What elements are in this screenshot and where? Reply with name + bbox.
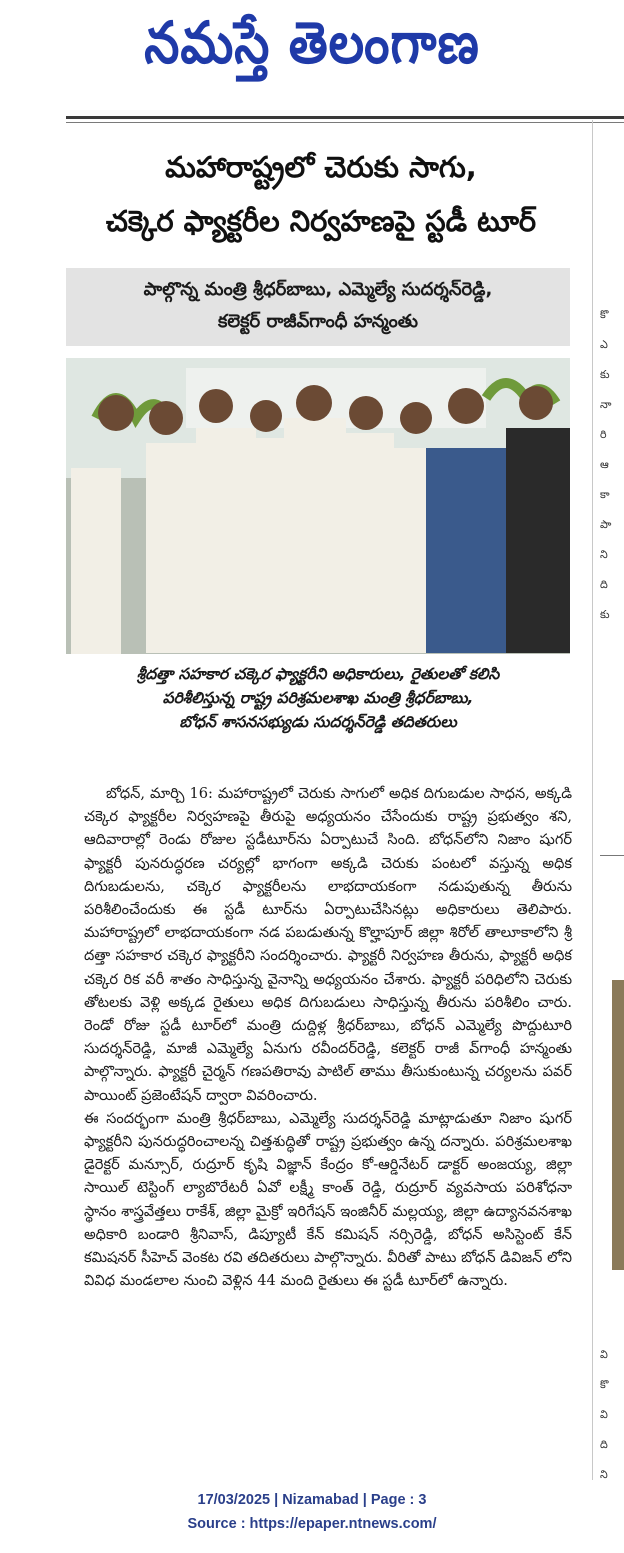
footer-date-edition: 17/03/2025 | Nizamabad | Page : 3	[197, 1492, 427, 1508]
adjacent-article-photo	[612, 980, 624, 1270]
caption-line-2: పరిశీలిస్తున్న రాష్ట్ర పరిశ్రమలశాఖ మంత్రి శ్రీధర్‌బాబు,	[162, 689, 474, 707]
caption-line-3: బోధన్ శాసనసభ్యుడు సుదర్శన్‌రెడ్డి తదితరులు	[179, 713, 457, 731]
article-body	[84, 782, 572, 1292]
masthead-rule-thin	[66, 122, 624, 123]
footer-source: Source : https://epaper.ntnews.com/	[187, 1516, 437, 1532]
subhead-line-2: కలెక్టర్ రాజీవ్‌గాంధీ హన్మంతు	[217, 311, 419, 332]
article-subhead	[66, 268, 570, 346]
adjacent-article-rule	[600, 855, 624, 856]
body-paragraph-2: ఈ సందర్భంగా మంత్రి శ్రీధర్‌బాబు, ఎమ్మెల్యే సుదర్శన్‌రెడ్డి మాట్లాడుతూ నిజాం షుగర్ ఫ్యాక్టరీని పునరుద్ధరించాలన్న చిత్తశుద్ధితో రాష్ట్ర ప్రభుత్వం ఉన్న దన్నారు. పరిశ్రమలశాఖ డైరెక్టర్ మన్సూర్, రుద్రూర్ కృషి విజ్ఞాన్ కేంద్రం కో-ఆర్డినేటర్ డాక్టర్ అంజయ్య, జిల్లా సాయిల్ టెస్టింగ్ ల్యాబొరేటరీ ఏవో లక్ష్మీ కాంత్ రెడ్డి, రుద్రూర్ వ్యవసాయ పరిశోధనా స్థానం శాస్త్రవేత్తలు రాకేశ్, జిల్లా మైక్రో ఇరిగేషన్ ఇంజినీర్ మల్లయ్య, జిల్లా ఉద్యానవనశాఖ అధికారి బండారి శ్రీనివాస్, డిప్యూటీ కేన్ కమిషన్ నర్సిరెడ్డి, బోధన్ అసిస్టెంట్ కేన్ కమిషనర్ సీహెచ్ వెంకట రవి తదితరులు పాల్గొన్నారు. వీరితో పాటు బోధన్ డివిజన్ లోని వివిధ మండలాల నుంచి వెళ్లిన 44 మంది రైతులు ఈ స్టడీ టూర్‌లో ఉన్నారు.	[84, 1109, 572, 1290]
adjacent-article-fragment-bottom: వి కొ వి ది ని	[600, 1348, 609, 1481]
masthead-rule	[66, 116, 624, 119]
photo-caption	[66, 662, 570, 734]
headline-line-1: మహారాష్ట్రలో చెరుకు సాగు,	[165, 150, 477, 184]
adjacent-article-fragment: కొ ఎ కు నా రి ఆ కా పా ని ది కు	[600, 308, 612, 621]
headline-line-2: చక్కెర ఫ్యాక్టరీల నిర్వహణపై స్టడీ టూర్	[105, 204, 537, 238]
masthead	[0, 0, 624, 100]
masthead-title: నమస్తే తెలంగాణ	[144, 9, 480, 76]
subhead-line-1: పాల్గొన్న మంత్రి శ్రీధర్‌బాబు, ఎమ్మెల్యే సుదర్శన్‌రెడ్డి,	[143, 279, 493, 300]
article-headline	[66, 140, 576, 248]
body-paragraph-1: బోధన్, మార్చి 16: మహారాష్ట్రలో చెరుకు సాగులో అధిక దిగుబడుల సాధన, అక్కడి చక్కెర ఫ్యాక్టరీల నిర్వహణపై తీరుపై అధ్యయనం చేసేందుకు రాష్ట్ర ప్రభుత్వం శని, ఆదివారాల్లో రెండు రోజుల స్టడీటూర్‌ను ఏర్పాటుచే సింది. బోధన్‌లోని నిజాం షుగర్ ఫ్యాక్టరీ పునరుద్ధరణ చర్యల్లో భాగంగా అక్కడి చెరుకు పంటలో వస్తున్న అధిక దిగుబడులను, చక్కెర ఫ్యాక్టరీలను లాభదాయకంగా నడుపుతున్న తీరును పరిశీలించేందుకు ఈ స్టడీ టూర్‌ను ఏర్పాటుచేసినట్లు అధికారులు తెలిపారు. మహారాష్ట్రలో లాభదాయకంగా నడ పబడుతున్న కొల్హాపూర్ జిల్లా శిరోల్ తాలూకాలోని శ్రీ దత్తా సహకార చక్కెర ఫ్యాక్టరీని సందర్శించారు. ఫ్యాక్టరీ నిర్వహణ తీరును, ఫ్యాక్టరీ అధిక చక్కెర రిక వరీ శాతం సాధిస్తున్న వైనాన్ని అధ్యయనం చేశారు. ఫ్యాక్టరీ పరిధిలోని చెరుకు తోటలకు వెళ్లి అక్కడ రైతులు అధిక దిగుబడులు సాధిస్తున్న తీరును పరిశీలిం చారు. రెండో రోజు స్టడీ టూర్‌లో మంత్రి దుద్దిళ్ల శ్రీధర్‌బాబు, బోధన్ ఎమ్మెల్యే పొద్దుటూరి సుదర్శన్‌రెడ్డి, మాజీ ఎమ్మెల్యే ఏనుగు రవీందర్‌రెడ్డి, కలెక్టర్ రాజీ వ్‌గాంధీ హన్మంతు పాల్గొన్నారు. ఫ్యాక్టరీ చైర్మన్ గణపతిరావు పాటిల్ తాము తీసుకుంటున్న చర్యలను పవర్ పాయింట్ ప్రజెంటేషన్ ద్వారా వివరించారు.	[84, 785, 572, 1104]
column-divider	[592, 120, 593, 1480]
article-photo	[66, 358, 570, 654]
page-footer	[0, 1488, 624, 1536]
caption-line-1: శ్రీదత్తా సహకార చక్కెర ఫ్యాక్టరీని అధికారులు, రైతులతో కలిసి	[136, 665, 500, 683]
group-photo-illustration	[66, 358, 570, 654]
